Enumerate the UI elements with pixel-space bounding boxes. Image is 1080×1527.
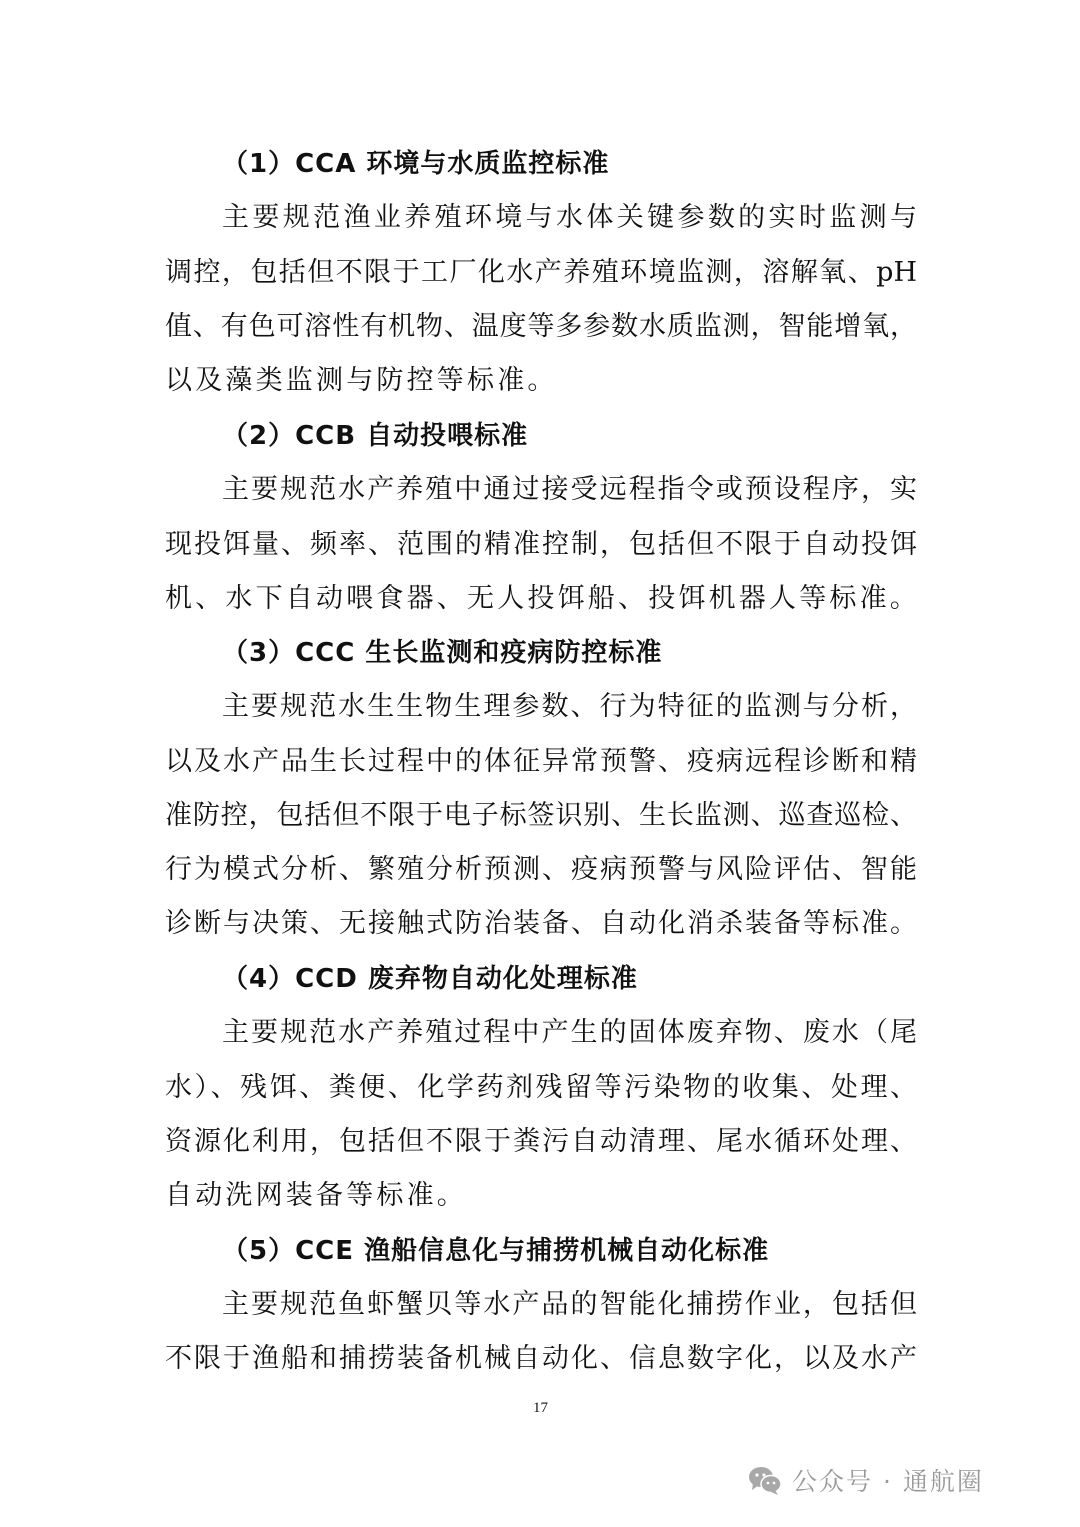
paragraph-line: 主要规范水产养殖过程中产生的固体废弃物、废水（尾	[222, 1017, 917, 1048]
paragraph-line: 资源化利用，包括但不限于粪污自动清理、尾水循环处理、	[165, 1126, 917, 1157]
paragraph-line: 自动洗网装备等标准。	[165, 1180, 467, 1211]
paragraph-line: 主要规范水产养殖中通过接受远程指令或预设程序，实	[222, 474, 917, 505]
paragraph-line: 主要规范水生生物生理参数、行为特征的监测与分析，	[222, 691, 917, 722]
paragraph-line: 诊断与决策、无接触式防治装备、自动化消杀装备等标准。	[165, 908, 917, 939]
wechat-icon	[748, 1465, 782, 1495]
section-heading-ccc: （3）CCC 生长监测和疫病防控标准	[222, 638, 663, 668]
paragraph-line: 水）、残饵、粪便、化学药剂残留等污染物的收集、处理、	[165, 1072, 917, 1103]
paragraph-line: 准防控，包括但不限于电子标签识别、生长监测、巡查巡检、	[165, 800, 917, 831]
section-heading-ccd: （4）CCD 废弃物自动化处理标准	[222, 964, 638, 994]
watermark	[748, 1462, 984, 1498]
paragraph-line: 值、有色可溶性有机物、温度等多参数水质监测，智能增氧，	[165, 311, 917, 342]
paragraph-line: 以及水产品生长过程中的体征异常预警、疫病远程诊断和精	[165, 746, 917, 777]
section-heading-cca: （1）CCA 环境与水质监控标准	[222, 149, 610, 179]
paragraph-line: 主要规范渔业养殖环境与水体关键参数的实时监测与	[222, 202, 917, 233]
paragraph-line: 行为模式分析、繁殖分析预测、疫病预警与风险评估、智能	[165, 854, 917, 885]
section-heading-ccb: （2）CCB 自动投喂标准	[222, 421, 529, 451]
section-heading-cce: （5）CCE 渔船信息化与捕捞机械自动化标准	[222, 1236, 770, 1266]
paragraph-line: 调控，包括但不限于工厂化水产养殖环境监测，溶解氧、pH	[165, 257, 917, 288]
watermark-text: 公众号 · 通航圈	[792, 1467, 984, 1496]
paragraph-line: 以及藻类监测与防控等标准。	[165, 365, 558, 396]
paragraph-line: 不限于渔船和捕捞装备机械自动化、信息数字化，以及水产	[165, 1343, 917, 1374]
paragraph-line: 现投饵量、频率、范围的精准控制，包括但不限于自动投饵	[165, 529, 917, 560]
paragraph-line: 主要规范鱼虾蟹贝等水产品的智能化捕捞作业，包括但	[222, 1289, 917, 1320]
paragraph-line: 机、水下自动喂食器、无人投饵船、投饵机器人等标准。	[165, 583, 920, 614]
page-number: 17	[533, 1400, 548, 1416]
